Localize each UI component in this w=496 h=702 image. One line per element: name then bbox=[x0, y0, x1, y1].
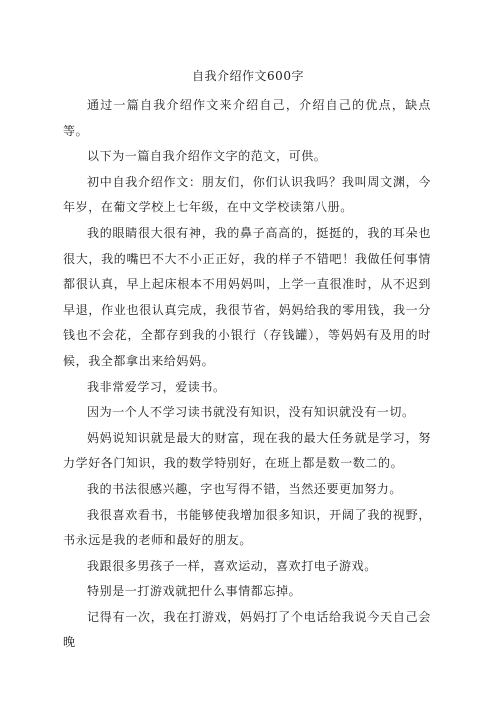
paragraph: 记得有一次，我在打游戏，妈妈打了个电话给我说今天自己会晚 bbox=[63, 609, 431, 650]
paragraph: 妈妈说知识就是最大的财富，现在我的最大任务就是学习，努力学好各门知识，我的数学特别好，在班上都是数一数二的。 bbox=[63, 430, 431, 471]
paragraph: 我非常爱学习，爱读书。 bbox=[87, 379, 226, 394]
paragraph: 通过一篇自我介绍作文来介绍自己，介绍自己的优点，缺点等。 bbox=[63, 98, 431, 138]
document-title: 自我介绍作文600字 bbox=[192, 69, 304, 83]
paragraph: 我跟很多男孩子一样，喜欢运动，喜欢打电子游戏。 bbox=[87, 558, 377, 573]
paragraph: 我的书法很感兴趣，字也写得不错，当然还要更加努力。 bbox=[87, 481, 403, 496]
paragraph: 我很喜欢看书，书能够使我增加很多知识，开阔了我的视野，书永远是我的老师和最好的朋友。 bbox=[63, 507, 431, 548]
paragraph: 我的眼睛很大很有神，我的鼻子高高的，挺挺的，我的耳朵也很大，我的嘴巴不大不小正正好，我的样子不错吧！我做任何事情都很认真，早上起床根本不用妈妈叫，上学一直很准时，从不迟到早退，作业也很认真完成，我很节省，妈妈给我的零用钱，我一分钱也不会花，全都存到我的小银行（存钱罐），等妈妈有及用的时候，我全都拿出来给妈妈。 bbox=[63, 225, 431, 368]
paragraph: 特别是一打游戏就把什么事情都忘掉。 bbox=[87, 584, 302, 599]
paragraph: 以下为一篇自我介绍作文字的范文，可供。 bbox=[87, 149, 327, 164]
document-body bbox=[63, 93, 431, 656]
paragraph: 因为一个人不学习读书就没有知识，没有知识就没有一切。 bbox=[87, 405, 415, 420]
paragraph: 初中自我介绍作文：朋友们，你们认识我吗？我叫周文渊，今年岁，在葡文学校上七年级，在中文学校读第八册。 bbox=[63, 174, 431, 215]
